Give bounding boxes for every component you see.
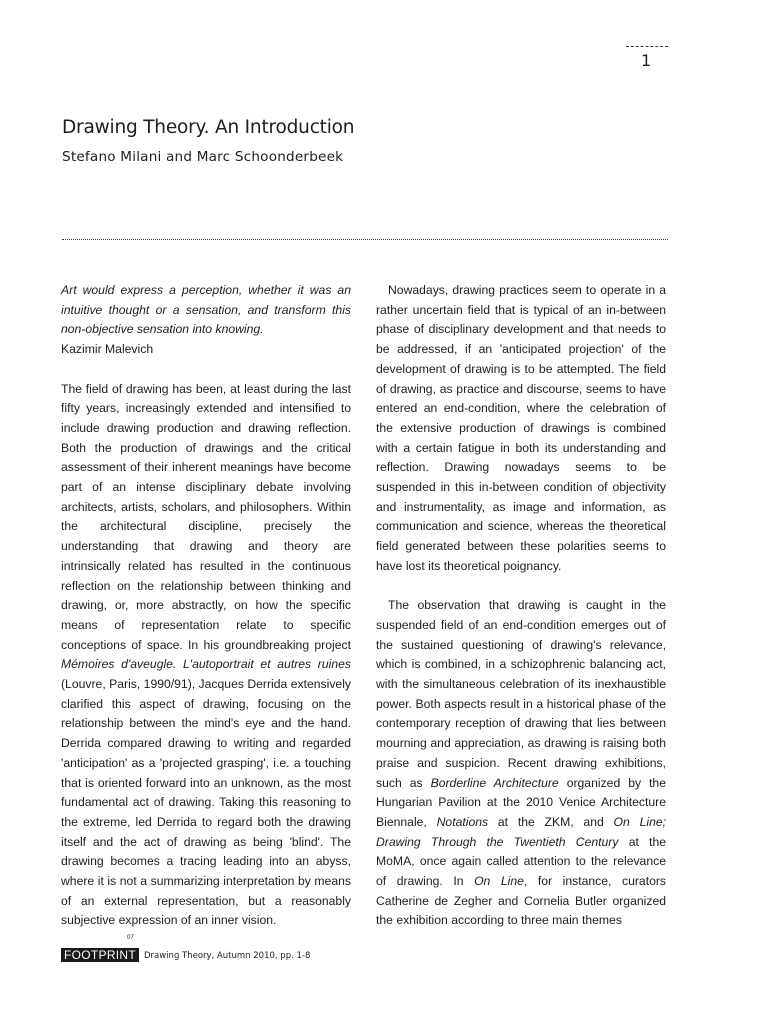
exhibition-online-short: On Line xyxy=(474,874,524,889)
exhibition-borderline: Borderline Architecture xyxy=(430,775,559,790)
title-divider xyxy=(62,239,668,240)
paragraph-1-text-b: (Louvre, Paris, 1990/91), Jacques Derrida extensively clarified this aspect of drawing, focusing on the relationship between the mind's eye and the hand. Derrida compared drawing to writing and regarded 'anticipation' as a 'projected grasping', i.e. a touching that is oriented forward into an unknown, as the most fundamental act of drawing. Taking this reasoning to the extreme, led Derrida to regard both the drawing itself and the act of drawing as being 'blind'. The drawing becomes a tracing leading into an abyss, where it is not a summarizing interpretation by means of an external representation, but a reasonably subjective expression of an inner vision. xyxy=(61,677,351,928)
paragraph-3-text-d: at the MoMA, once again called attention to the relevance of drawing. In xyxy=(376,834,666,889)
epigraph-author: Kazimir Malevich xyxy=(61,342,154,357)
header-rule xyxy=(626,46,668,47)
right-column xyxy=(376,281,666,931)
paragraph-3-text-c: at the ZKM, and xyxy=(497,814,604,829)
paragraph-3-text-e: , for instance, curators Catherine de Zegher and Cornelia Butler organized the exhibition according to three main themes xyxy=(376,874,667,928)
paragraph-2: Nowadays, drawing practices seem to operate in a rather uncertain field that is typical of an in-between phase of disciplinary development and that needs to be addressed, if an 'anticipated projection' of the development of drawing is to be attempted. The field of drawing, as practice and discourse, seems to have entered an end-condition, where the celebration of the extensive production of drawings is combined with a certain fatigue in both its understanding and reflection. Drawing nowadays seems to be suspended in this in-between condition of objectivity and instrumentality, as image and information, as communication and science, whereas the theoretical field generated between these polarities seems to have lost its theoretical poignancy. xyxy=(376,283,666,573)
footer-citation: Drawing Theory, Autumn 2010, pp. 1-8 xyxy=(144,951,311,961)
paragraph-3 xyxy=(376,596,666,931)
exhibition-online: On Line; Drawing Through the Twentieth Century xyxy=(376,814,667,849)
epigraph: Art would express a perception, whether it was an intuitive thought or a sensation, and transform this non-objective sensation into knowing. xyxy=(61,283,351,337)
exhibition-notations: Notations xyxy=(436,814,489,829)
paragraph-1-text-a: The field of drawing has been, at least during the last fifty years, increasingly extended and intensified to include drawing production and drawing reflection. Both the production of drawings and the critical assessment of their inherent meanings have become part of an intense disciplinary debate involving architects, artists, scholars, and philosophers. Within the architectural discipline, precisely the understanding that drawing and theory are intrinsically related has resulted in the continuous reflection on the relationship between thinking and drawing, or, more abstractly, on how the specific means of representation relate to specific conceptions of space. In his groundbreaking project xyxy=(61,381,351,652)
left-column xyxy=(61,281,351,931)
article-authors: Stefano Milani and Marc Schoonderbeek xyxy=(62,149,344,165)
paragraph-1 xyxy=(61,380,351,932)
paragraph-3-text-b: organized by the Hungarian Pavilion at the 2010 Venice Architecture Biennale, xyxy=(376,775,666,829)
page-number: 1 xyxy=(641,51,652,70)
exhibition-title: Mémoires d'aveugle. L'autoportrait et autres ruines xyxy=(61,657,351,672)
article-title: Drawing Theory. An Introduction xyxy=(62,117,355,138)
paragraph-3-text-a: The observation that drawing is caught in the suspended field of an end-condition emerges out of the sustained questioning of drawing's relevance, which is combined, in a schizophrenic balancing act, with the simultaneous celebration of its inexhaustible power. Both aspects result in a historical phase of the contemporary reception of drawing that lies between mourning and appreciation, as drawing is raising both praise and suspicion. Recent drawing exhibitions, such as xyxy=(376,598,666,790)
footprint-logo: FOOTPRINT xyxy=(61,948,139,962)
journal-page-number: 07 xyxy=(127,935,134,941)
